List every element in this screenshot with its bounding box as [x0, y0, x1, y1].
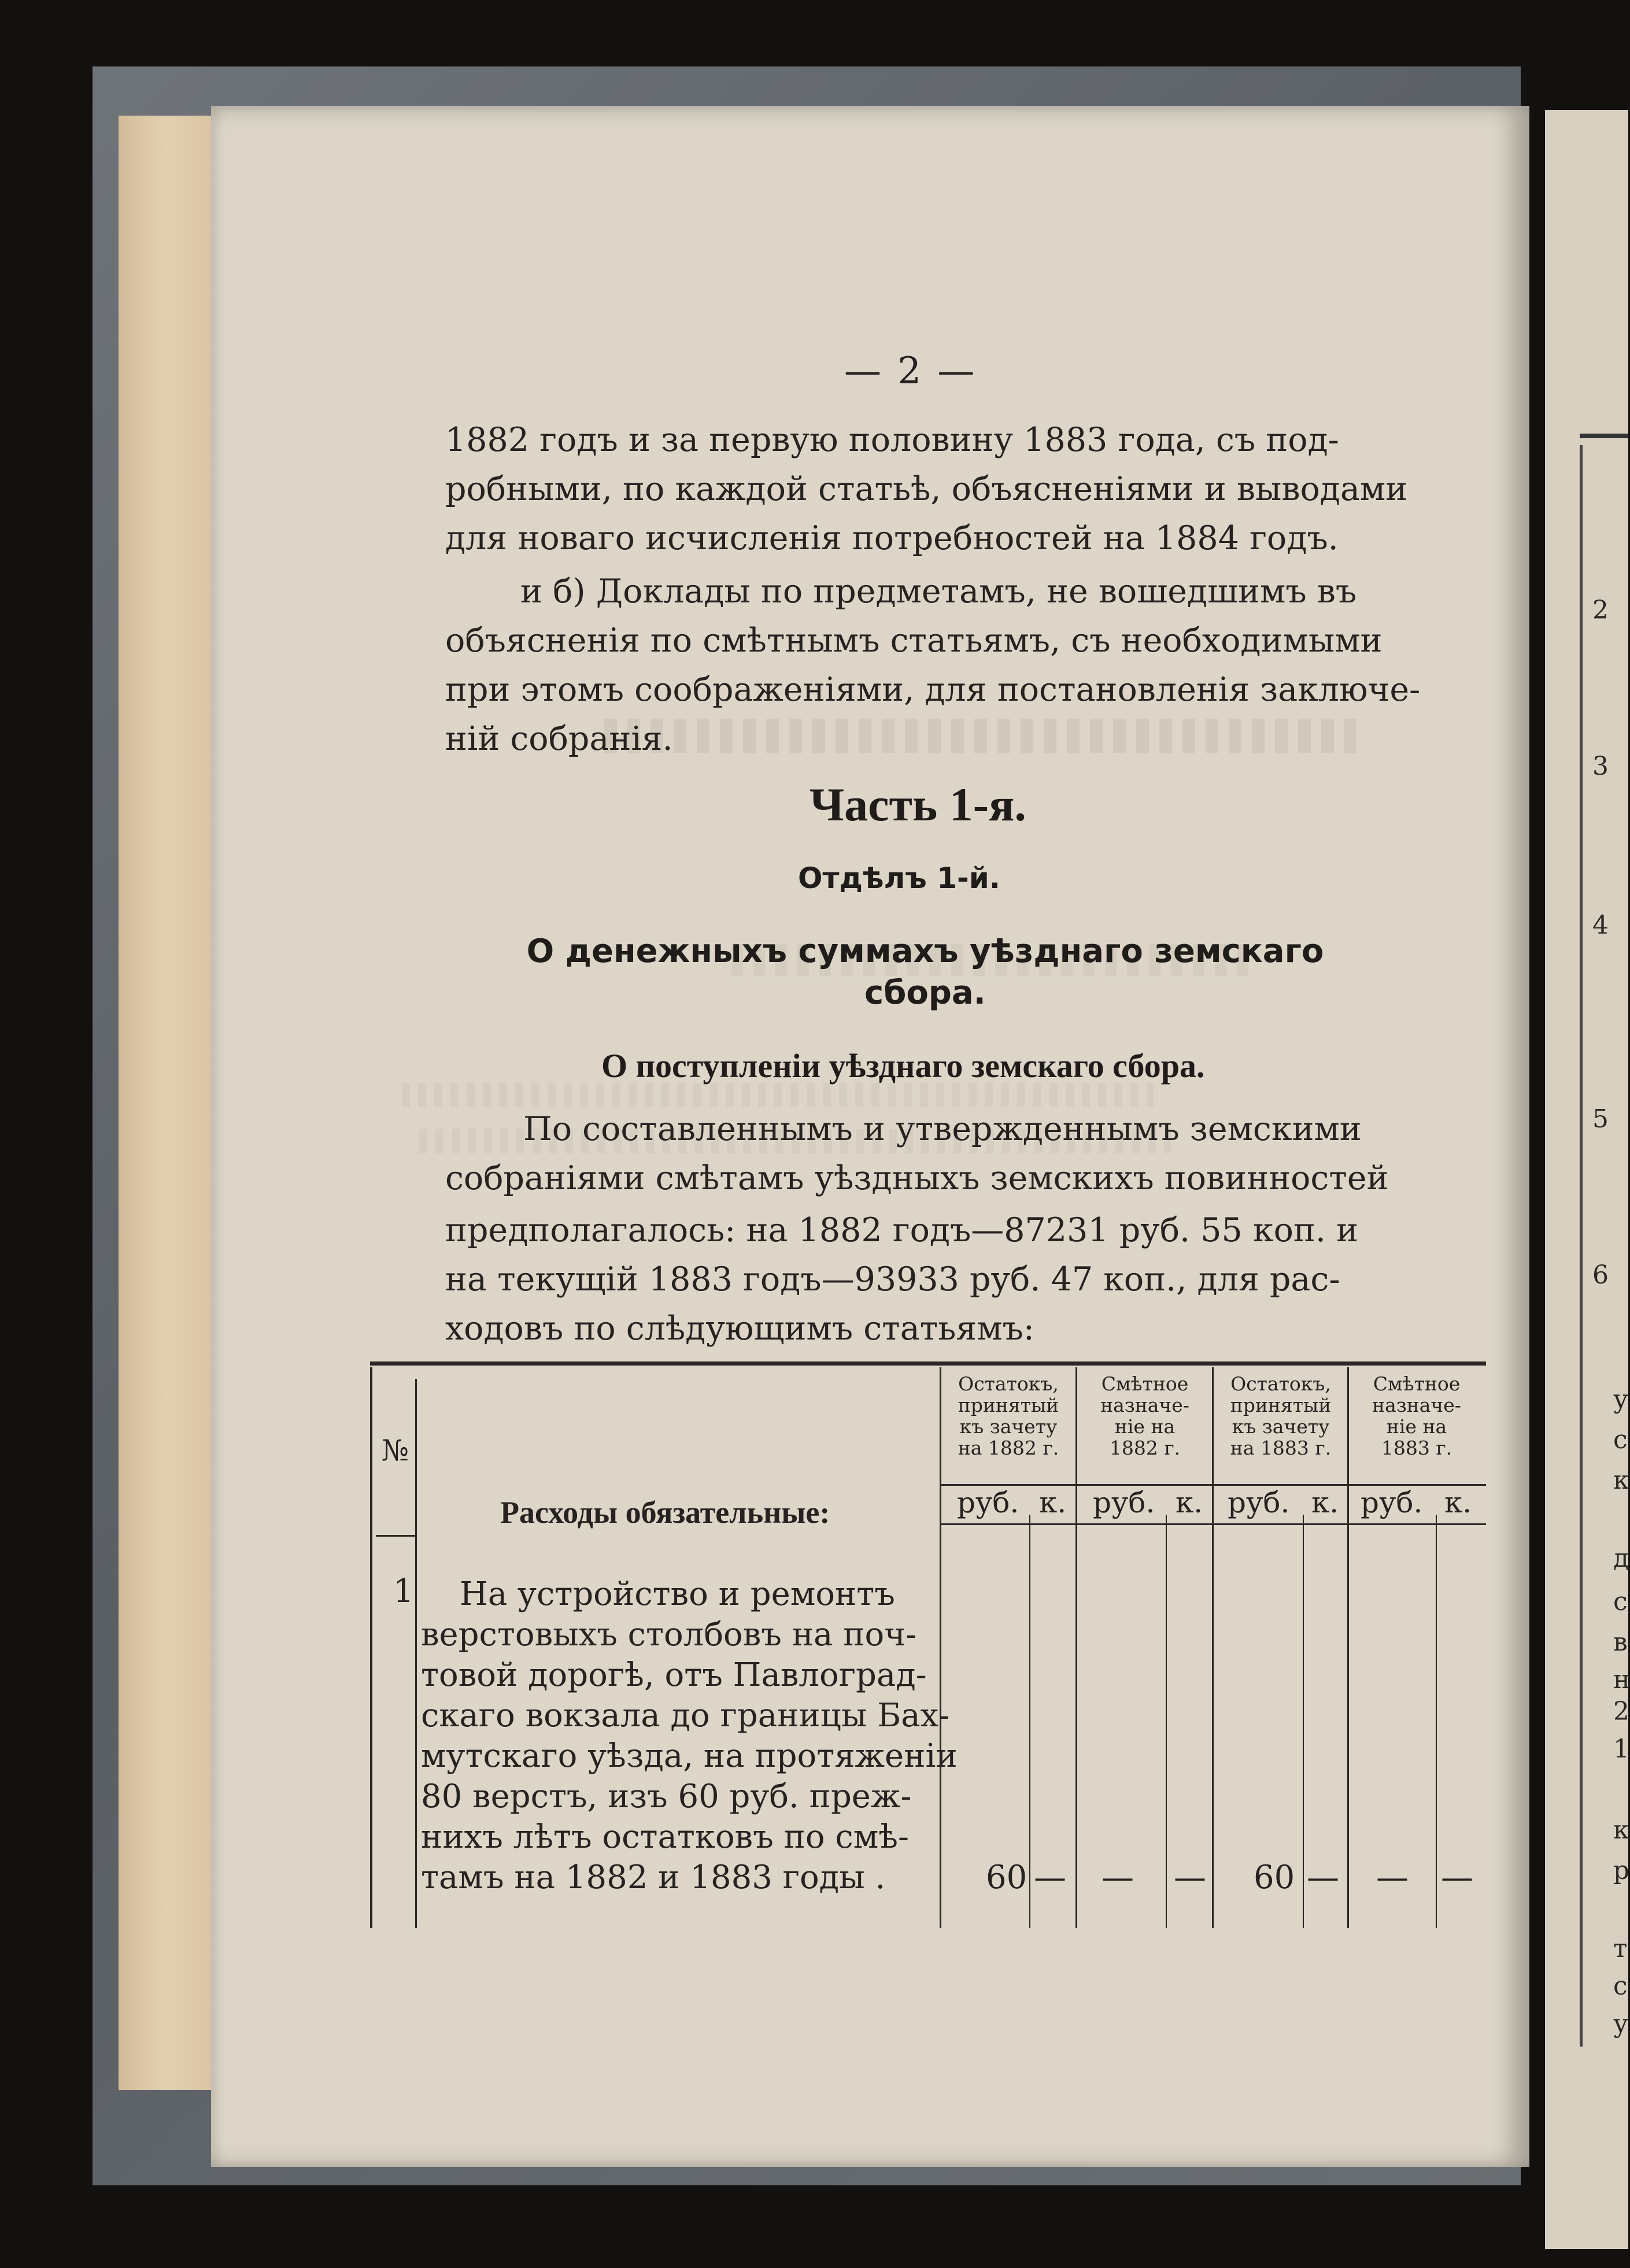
bleed-through-texture: [604, 719, 1356, 753]
intro-line: ній собранія.: [445, 720, 673, 758]
income-heading: О поступленіи уѣзднаго земскаго сбора.: [601, 1047, 1205, 1085]
number-column-header: №: [382, 1434, 409, 1467]
value-column-rule: [1212, 1367, 1214, 1928]
facing-row-number: 5: [1592, 1104, 1609, 1134]
facing-text-fragment: 2: [1613, 1697, 1629, 1726]
kop-column-rule: [1436, 1515, 1437, 1928]
kop-column-rule: [1029, 1515, 1030, 1928]
column-header-line: 1883 г.: [1381, 1437, 1452, 1459]
section-title: Отдѣлъ 1-й.: [798, 861, 1000, 895]
column-header-line: на 1882 г.: [958, 1437, 1059, 1459]
facing-text-fragment: т: [1613, 1934, 1628, 1963]
value-cell: 60: [1254, 1859, 1295, 1896]
column-header-line: на 1883 г.: [1230, 1437, 1332, 1459]
row-description-line: 80 верстъ, изъ 60 руб. преж-: [421, 1778, 912, 1815]
body-line: на текущій 1883 годъ—93933 руб. 47 коп., для рас-: [445, 1260, 1340, 1298]
body-line: собраніями смѣтамъ уѣздныхъ земскихъ повинностей: [445, 1159, 1389, 1197]
subsection-title: [454, 931, 1396, 1014]
facing-page-fragment: [1545, 110, 1628, 2249]
unit-rub: руб.: [1228, 1486, 1290, 1519]
facing-table-line: [1580, 445, 1583, 2047]
column-header-line: Остатокъ,: [1230, 1372, 1331, 1395]
column-header-line: 1882 г.: [1109, 1437, 1181, 1459]
column-header-line: Смѣтное: [1101, 1372, 1189, 1395]
column-header-line: принятый: [958, 1394, 1059, 1416]
row-number: 1: [393, 1573, 414, 1610]
no-divider: [376, 1535, 416, 1537]
facing-text-fragment: у: [1613, 2009, 1628, 2038]
row-description-line: товой дорогѣ, отъ Павлоград-: [421, 1656, 927, 1694]
row-description-line: нихъ лѣтъ остатковъ по смѣ-: [421, 1818, 909, 1856]
no-column-rule: [415, 1379, 417, 1928]
facing-text-fragment: к: [1613, 1815, 1629, 1845]
value-column-rule: [940, 1367, 941, 1928]
column-header: [942, 1373, 1074, 1459]
facing-text-fragment: 1: [1613, 1734, 1629, 1764]
facing-row-number: 6: [1592, 1260, 1609, 1290]
subsection-title-line: О денежныхъ суммахъ уѣзднаго земскаго: [526, 933, 1324, 970]
intro-line: для новаго исчисленія потребностей на 1884 годъ.: [445, 519, 1339, 557]
facing-text-fragment: р: [1613, 1856, 1630, 1885]
previous-page-edge: [119, 116, 211, 2090]
unit-rub: руб.: [1361, 1486, 1423, 1519]
value-cell: —: [1441, 1859, 1473, 1896]
row-description-line: скаго вокзала до границы Бах-: [421, 1697, 950, 1734]
table-top-rule: [370, 1361, 1486, 1366]
facing-text-fragment: в: [1613, 1627, 1628, 1657]
facing-text-fragment: с: [1613, 1425, 1628, 1455]
intro-line: 1882 годъ и за первую половину 1883 года, съ под-: [445, 421, 1339, 459]
column-header-line: назначе-: [1372, 1394, 1461, 1416]
column-header: [1215, 1373, 1347, 1459]
body-line: По составленнымъ и утвержденнымъ земскими: [523, 1110, 1362, 1148]
facing-text-fragment: с: [1613, 1971, 1628, 2001]
facing-row-number: 2: [1592, 595, 1609, 625]
facing-table-rule: [1580, 434, 1628, 438]
facing-text-fragment: с: [1613, 1587, 1628, 1616]
bleed-through-texture: [402, 1083, 1154, 1107]
facing-row-number: 4: [1592, 911, 1609, 940]
facing-row-number: 3: [1592, 752, 1609, 781]
column-header-line: назначе-: [1100, 1394, 1189, 1416]
row-description-line: мутскаго уѣзда, на протяженіи: [421, 1737, 958, 1775]
column-header-line: къ зачету: [959, 1415, 1058, 1438]
row-description-line: На устройство и ремонтъ: [460, 1575, 895, 1613]
value-cell: —: [1376, 1859, 1409, 1896]
value-cell: —: [1307, 1859, 1339, 1896]
facing-text-fragment: н: [1613, 1665, 1630, 1694]
kop-column-rule: [1303, 1515, 1304, 1928]
facing-text-fragment: у: [1613, 1385, 1628, 1414]
category-label: Расходы обязательные:: [500, 1495, 830, 1530]
column-header-line: къ зачету: [1232, 1415, 1330, 1438]
body-line: ходовъ по слѣдующимъ статьямъ:: [445, 1309, 1035, 1348]
intro-line: при этомъ соображеніями, для постановленія заключе-: [445, 671, 1421, 709]
value-cell: —: [1034, 1859, 1066, 1896]
column-header: [1351, 1373, 1483, 1459]
column-header-line: ніе на: [1386, 1415, 1447, 1438]
kop-column-rule: [1166, 1515, 1167, 1928]
page-number: — 2 —: [844, 350, 977, 393]
value-column-rule: [1347, 1367, 1349, 1928]
column-header: [1079, 1373, 1211, 1459]
unit-kop: к.: [1311, 1486, 1339, 1519]
unit-rub: руб.: [957, 1486, 1019, 1519]
row-description-line: тамъ на 1882 и 1883 годы .: [421, 1859, 886, 1896]
unit-kop: к.: [1176, 1486, 1203, 1519]
subsection-title-line: сбора.: [864, 974, 986, 1012]
table-left-border: [370, 1367, 372, 1928]
column-header-line: принятый: [1230, 1394, 1332, 1416]
row-description-line: верстовыхъ столбовъ на поч-: [421, 1616, 917, 1653]
unit-kop: к.: [1039, 1486, 1067, 1519]
intro-line: и б) Доклады по предметамъ, не вошедшимъ въ: [520, 572, 1357, 611]
unit-kop: к.: [1444, 1486, 1472, 1519]
part-title: Часть 1-я.: [810, 778, 1026, 831]
column-header-line: Смѣтное: [1373, 1372, 1461, 1395]
value-cell: 60: [986, 1859, 1027, 1896]
intro-line: объясненія по смѣтнымъ статьямъ, съ необходимыми: [445, 621, 1383, 660]
column-header-line: Остатокъ,: [958, 1372, 1059, 1395]
value-column-rule: [1075, 1367, 1077, 1928]
body-line: предполагалось: на 1882 годъ—87231 руб. 55 коп. и: [445, 1211, 1359, 1249]
value-cell: —: [1174, 1859, 1206, 1896]
intro-line: робными, по каждой статьѣ, объясненіями и выводами: [445, 470, 1408, 508]
facing-text-fragment: к: [1613, 1466, 1629, 1495]
value-cell: —: [1102, 1859, 1134, 1896]
facing-text-fragment: д: [1613, 1544, 1629, 1573]
column-header-line: ніе на: [1114, 1415, 1176, 1438]
unit-rub: руб.: [1093, 1486, 1155, 1519]
